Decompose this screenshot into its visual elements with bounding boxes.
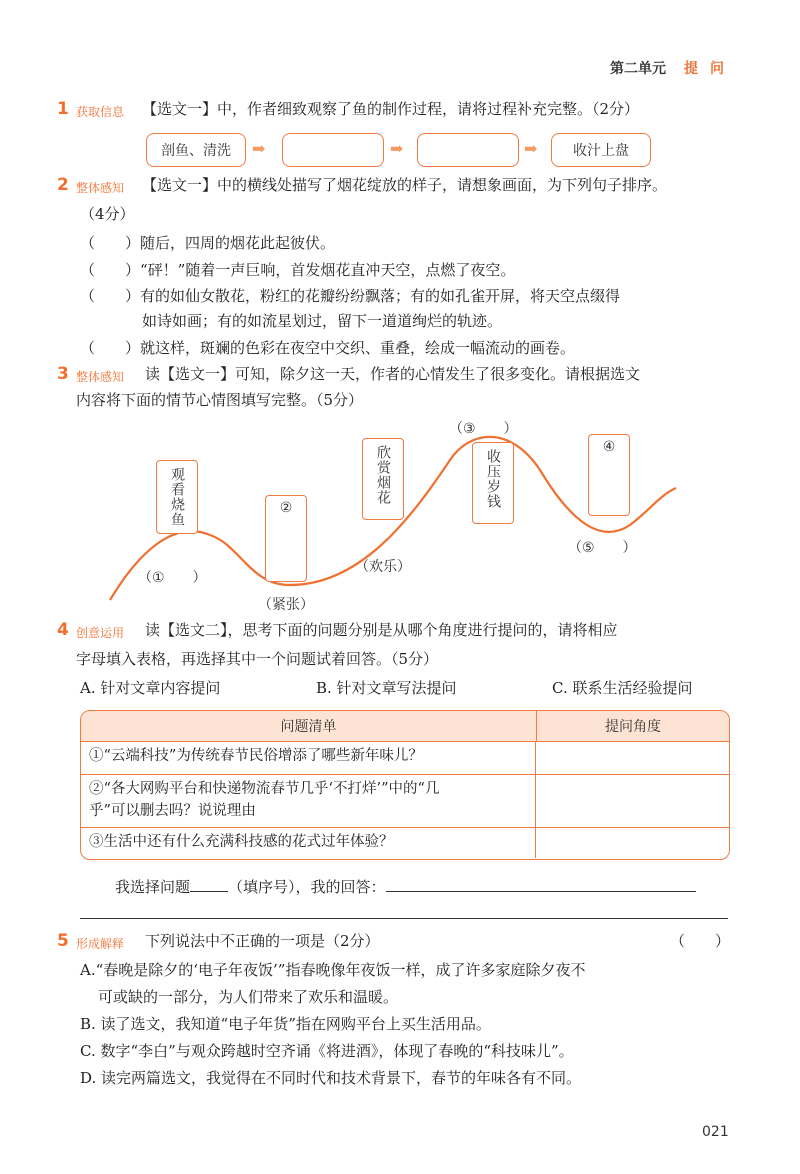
q2-item[interactable]: （ ）“砰！”随着一声巨响，首发烟花直冲天空，点燃了夜空。 xyxy=(80,261,516,279)
q2-tag: 整体感知 xyxy=(76,181,125,195)
q5-option[interactable]: D. 读完两篇选文，我觉得在不同时代和技术背景下，春节的年味各有不同。 xyxy=(80,1069,582,1087)
table-row xyxy=(81,828,729,858)
event-label: ② xyxy=(279,500,293,516)
question-cell: ③生活中还有什么充满科技感的花式过年体验？ xyxy=(81,828,536,858)
event-box-2[interactable] xyxy=(265,495,307,582)
answer-mid: （填序号），我的回答： xyxy=(228,878,386,896)
q2-item[interactable]: （ ）就这样，斑斓的色彩在夜空中交织、重叠，绘成一幅流动的画卷。 xyxy=(80,339,576,357)
q4-tag: 创意运用 xyxy=(76,626,125,640)
q4-option-c: C. 联系生活经验提问 xyxy=(552,679,693,697)
q3-number: 3 xyxy=(57,364,69,384)
angle-answer-cell[interactable] xyxy=(536,742,729,774)
q1-step-1: 剖鱼、清洗 xyxy=(146,133,246,167)
question-cell: ②“各大网购平台和快递物流春节几乎‘不打烊’”中的“几 乎”可以删去吗？说说理由 xyxy=(81,775,536,827)
mood-label-2: （紧张） xyxy=(258,597,314,613)
q1-tag: 获取信息 xyxy=(76,105,125,119)
q2-text: 【选文一】中的横线处描写了烟花绽放的样子，请想象画面，为下列句子排序。 xyxy=(142,176,668,194)
arrow-icon: ➡ xyxy=(390,139,404,158)
question-table xyxy=(80,710,730,860)
mood-label-1[interactable]: （① ） xyxy=(138,570,207,586)
q5-option-continued: 可或缺的一部分，为人们带来了欢乐和温暖。 xyxy=(98,988,399,1006)
q5-answer-paren[interactable]: （ ） xyxy=(670,932,731,950)
q1-number: 1 xyxy=(57,99,69,119)
table-header-questions: 问题清单 xyxy=(81,711,537,741)
mood-label-3: （欢乐） xyxy=(355,559,411,575)
event-label: 观看烧鱼 xyxy=(169,467,185,527)
q4-option-a: A. 针对文章内容提问 xyxy=(80,679,221,697)
q2-item[interactable]: （ ）有的如仙女散花，粉红的花瓣纷纷飘落；有的如孔雀开屏，将天空点缀得 xyxy=(80,287,621,305)
q5-tag: 形成解释 xyxy=(76,937,125,951)
table-row xyxy=(81,742,729,775)
table-row xyxy=(81,775,729,828)
event-label: 收压岁钱 xyxy=(485,449,501,509)
angle-answer-cell[interactable] xyxy=(536,775,729,827)
q5-option[interactable]: C. 数字“李白”与观众跨越时空齐诵《将进酒》，体现了春晚的“科技味儿”。 xyxy=(80,1042,574,1060)
event-label: 欣赏烟花 xyxy=(375,445,391,505)
q4-number: 4 xyxy=(57,620,69,640)
arrow-icon: ➡ xyxy=(252,139,266,158)
q5-option[interactable]: A.“春晚是除夕的‘电子年夜饭’”指春晚像年夜饭一样，成了许多家庭除夕夜不 xyxy=(80,961,586,979)
question-number-blank[interactable] xyxy=(190,873,228,892)
event-box-1 xyxy=(156,460,198,534)
q4-option-b: B. 针对文章写法提问 xyxy=(316,679,457,697)
table-header-angle: 提问角度 xyxy=(605,719,661,735)
event-box-3 xyxy=(362,438,404,520)
q5-text: 下列说法中不正确的一项是（2分） xyxy=(145,932,380,950)
event-box-5[interactable] xyxy=(588,434,630,516)
answer-line xyxy=(115,873,696,898)
unit-title: 第二单元 xyxy=(610,61,666,77)
question-cell: ①“云端科技”为传统春节民俗增添了哪些新年味儿？ xyxy=(81,742,536,774)
q4-text: 读【选文二】，思考下面的问题分别是从哪个角度进行提问的，请将相应 xyxy=(145,621,618,639)
q3-text: 读【选文一】可知，除夕这一天，作者的心情发生了很多变化。请根据选文 xyxy=(145,365,641,383)
q5-number: 5 xyxy=(57,931,69,951)
q2-points: （4分） xyxy=(80,205,135,223)
q3-text: 内容将下面的情节心情图填写完整。（5分） xyxy=(76,391,364,409)
event-label: ④ xyxy=(602,439,616,455)
answer-prefix: 我选择问题 xyxy=(115,878,191,896)
topic-title: 提问 xyxy=(684,61,736,77)
page-number: 021 xyxy=(702,1124,729,1140)
q5-option[interactable]: B. 读了选文，我知道“电子年货”指在网购平台上买生活用品。 xyxy=(80,1015,491,1033)
mood-label-4[interactable]: （③ ） xyxy=(449,421,518,437)
mood-label-5[interactable]: （⑤ ） xyxy=(568,540,637,556)
q2-number: 2 xyxy=(57,175,69,195)
q1-step-4: 收汁上盘 xyxy=(551,133,651,167)
q3-tag: 整体感知 xyxy=(76,370,125,384)
arrow-icon: ➡ xyxy=(524,139,538,158)
table-header xyxy=(81,711,729,742)
q4-text: 字母填入表格，再选择其中一个问题试着回答。（5分） xyxy=(76,650,439,668)
q2-item[interactable]: （ ）随后，四周的烟花此起彼伏。 xyxy=(80,234,336,252)
answer-line-2[interactable] xyxy=(80,918,728,919)
angle-answer-cell[interactable] xyxy=(536,828,729,858)
event-box-4 xyxy=(472,442,514,524)
q1-text: 【选文一】中，作者细致观察了鱼的制作过程，请将过程补充完整。（2分） xyxy=(142,100,640,118)
answer-blank[interactable] xyxy=(386,873,696,892)
q2-item-continued: 如诗如画；有的如流星划过，留下一道道绚烂的轨迹。 xyxy=(142,312,503,330)
